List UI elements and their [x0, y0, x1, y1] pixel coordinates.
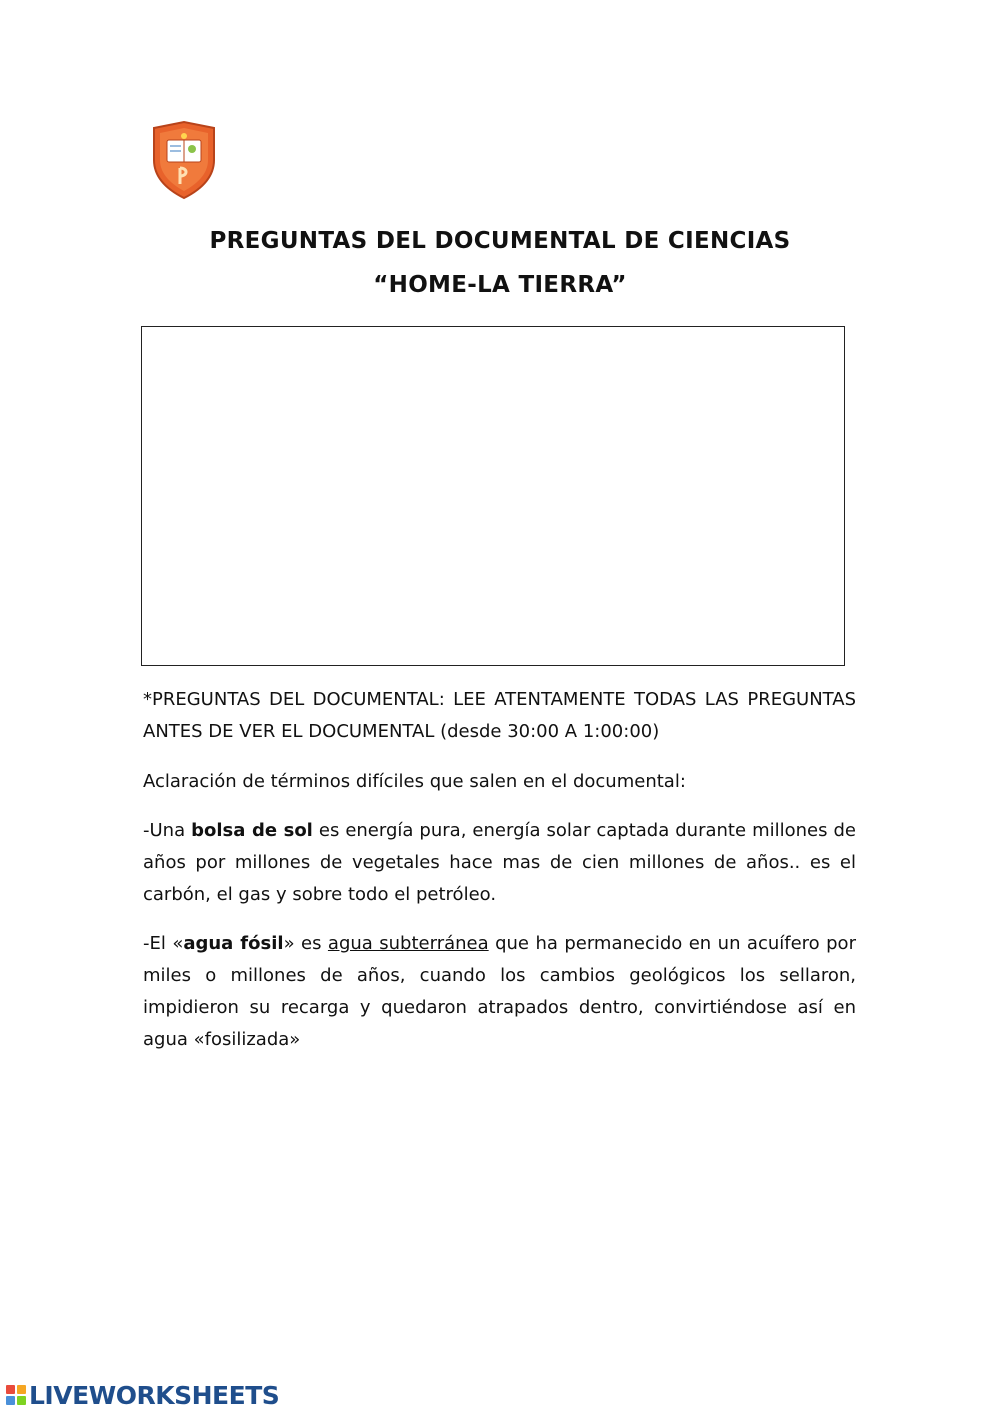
liveworksheets-blocks-icon [6, 1385, 26, 1405]
instructions-text: *PREGUNTAS DEL DOCUMENTAL: LEE ATENTAMENTE TODAS LAS PREGUNTAS ANTES DE VER EL DOCUMENTAL (desde 30:00 A 1:00:00) [143, 689, 856, 742]
definition-text: que ha permanecido en un acuífero por miles o millones de años, cuando los cambios geológicos los sellaron, impidieron su recarga y quedaron atrapados dentro, convirtiéndose así en agua «fosilizada» [143, 933, 856, 1050]
liveworksheets-logo[interactable] [6, 1380, 279, 1410]
term-agua-fosil: agua fósil [183, 933, 284, 954]
definition-prefix: -Una [143, 820, 192, 841]
link-agua-subterranea[interactable]: agua subterránea [327, 933, 489, 954]
definition-middle: » es [283, 933, 328, 954]
definition-agua-fosil [143, 928, 856, 1056]
term-bolsa-de-sol: bolsa de sol [191, 820, 313, 841]
definition-text: es energía pura, energía solar captada durante millones de años por millones de vegetales hace mas de cien millones de años.. es el carbón, el gas y sobre todo el petróleo. [143, 820, 856, 905]
page-subtitle: “HOME-LA TIERRA” [373, 272, 627, 298]
clarification-heading: Aclaración de términos difíciles que salen en el documental: [143, 771, 686, 792]
liveworksheets-brand: LIVEWORKSHEETS [29, 1380, 280, 1410]
definition-bolsa-de-sol [143, 815, 856, 911]
page-title: PREGUNTAS DEL DOCUMENTAL DE CIENCIAS [209, 228, 791, 254]
definition-prefix: -El « [143, 933, 184, 954]
video-embed-box[interactable] [141, 326, 845, 666]
school-crest-logo [150, 120, 218, 200]
